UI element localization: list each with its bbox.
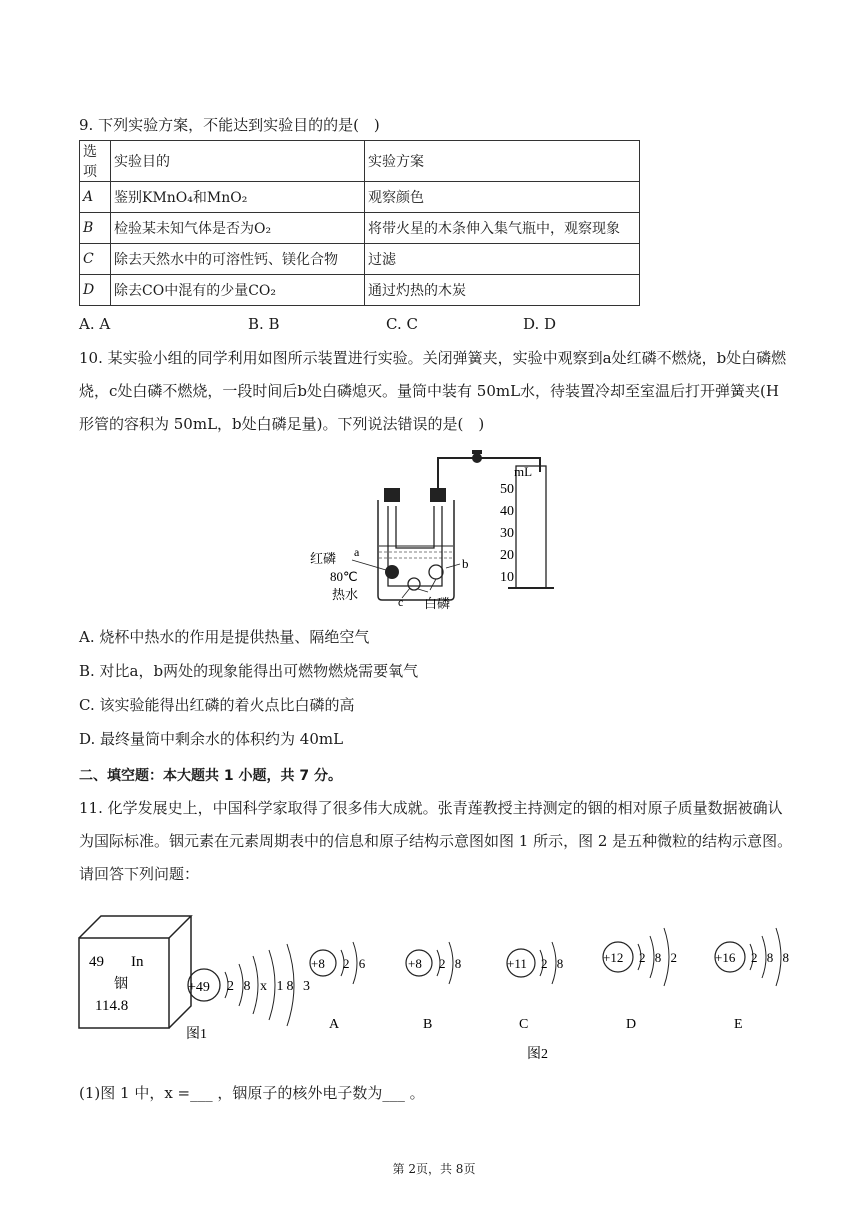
particle-nucleus: +16: [715, 950, 736, 965]
table-cell: 除去天然水中的可溶性钙、镁化合物: [111, 244, 365, 275]
figure-2-label: 图2: [527, 1047, 548, 1062]
particle-d: [603, 928, 680, 1032]
scale-label: 30: [500, 526, 514, 541]
table-cell: A: [80, 182, 111, 213]
indium-atom-diagram: [186, 944, 313, 1042]
table-row: [80, 275, 640, 306]
q11-sub1: (1)图 1 中，x =___ ，铟原子的核外电子数为___ 。: [79, 1084, 425, 1102]
table-header: 实验方案: [365, 141, 640, 182]
page-footer: 第 2页，共 8页: [392, 1162, 476, 1176]
table-cell: 除去CO中混有的少量CO₂: [111, 275, 365, 306]
q11-line3: 请回答下列问题：: [79, 865, 200, 883]
q11-line1: 11. 化学发展史上，中国科学家取得了很多伟大成就。张青莲教授主持测定的铟的相对原子质量数据被确认: [79, 799, 783, 817]
q10-line2: 烧，c处白磷不燃烧，一段时间后b处白磷熄灭。量筒中装有 50mL水，待装置冷却至室温后打开弹簧夹(H: [79, 382, 779, 400]
element-name: 铟: [114, 977, 128, 992]
cylinder-unit: mL: [514, 464, 533, 479]
particle-c: [507, 942, 566, 1032]
scale-label: 10: [500, 570, 514, 585]
element-card: [79, 916, 191, 1028]
q9-choice-b: B. B: [248, 315, 280, 333]
table-cell: 通过灼热的木炭: [365, 275, 640, 306]
table-row: [80, 182, 640, 213]
particle-a: [310, 942, 368, 1032]
q9-choice-a: A. A: [79, 315, 111, 333]
label-c: c: [398, 595, 404, 609]
particle-shells: 2 6: [343, 956, 369, 971]
particle-shells: 2 8: [541, 956, 567, 971]
label-hot-water: 热水: [332, 587, 359, 602]
particle-nucleus: +12: [603, 950, 624, 965]
particle-e: [715, 928, 792, 1032]
table-row: [80, 141, 640, 182]
element-symbol: In: [131, 954, 144, 970]
q10-choice-b: B. 对比a，b两处的现象能得出可燃物燃烧需要氧气: [79, 662, 419, 680]
structure-figures: [75, 900, 795, 1070]
q10-line1: 10. 某实验小组的同学利用如图所示装置进行实验。关闭弹簧夹，实验中观察到a处红磷不燃烧，b处白磷燃: [79, 349, 787, 367]
particle-label: D: [626, 1017, 637, 1032]
table-cell: B: [80, 213, 111, 244]
table-cell: D: [80, 275, 111, 306]
particle-shells: 2 8 2: [639, 950, 680, 965]
q10-line3: 形管的容积为 50mL，b处白磷足量)。下列说法错误的是( ): [79, 415, 485, 433]
particle-shells: 2 8 8: [751, 950, 792, 965]
element-mass: 114.8: [95, 998, 129, 1014]
section-heading: 二、填空题：本大题共 1 小题，共 7 分。: [79, 768, 342, 784]
table-cell: 观察颜色: [365, 182, 640, 213]
figure-1-label: 图1: [186, 1027, 207, 1042]
q9-table: [79, 140, 640, 306]
particle-label: B: [423, 1017, 433, 1032]
particle-label: C: [519, 1017, 529, 1032]
table-row: [80, 244, 640, 275]
table-cell: 将带火星的木条伸入集气瓶中，观察现象: [365, 213, 640, 244]
particle-nucleus: +8: [311, 956, 325, 971]
element-number: 49: [89, 954, 104, 970]
scale-label: 20: [500, 548, 514, 563]
q9-stem: 9. 下列实验方案，不能达到实验目的的是( ): [79, 116, 380, 134]
q9-choice-c: C. C: [386, 315, 418, 333]
table-row: [80, 213, 640, 244]
apparatus-figure: [300, 448, 570, 620]
table-cell: C: [80, 244, 111, 275]
q9-choice-d: D. D: [523, 315, 557, 333]
q11-line2: 为国际标准。铟元素在元素周期表中的信息和原子结构示意图如图 1 所示，图 2 是五种微粒的结构示意图。: [79, 832, 793, 850]
particle-b: [406, 942, 464, 1032]
label-white-phosphorus: 白磷: [424, 596, 451, 611]
q10-choice-c: C. 该实验能得出红磷的着火点比白磷的高: [79, 696, 355, 714]
label-temperature: 80℃: [330, 569, 358, 584]
table-header: 实验目的: [111, 141, 365, 182]
table-cell: 鉴别KMnO₄和MnO₂: [111, 182, 365, 213]
table-cell: 过滤: [365, 244, 640, 275]
particle-label: A: [329, 1017, 340, 1032]
particle-label: E: [734, 1017, 743, 1032]
particle-nucleus: +8: [408, 956, 422, 971]
particle-shells: 2 8: [439, 956, 465, 971]
label-a: a: [354, 545, 360, 559]
table-header: 选项: [80, 141, 111, 182]
electron-shells: 2 8 x 18 3: [227, 979, 313, 994]
scale-label: 40: [500, 504, 514, 519]
label-red-phosphorus: 红磷: [310, 551, 337, 566]
scale-label: 50: [500, 482, 514, 497]
q10-choice-d: D. 最终量筒中剩余水的体积约为 40mL: [79, 730, 344, 748]
table-cell: 检验某未知气体是否为O₂: [111, 213, 365, 244]
particle-nucleus: +11: [507, 956, 527, 971]
q10-choice-a: A. 烧杯中热水的作用是提供热量、隔绝空气: [79, 628, 370, 646]
label-b: b: [462, 556, 469, 571]
nucleus-charge: +49: [188, 980, 210, 995]
